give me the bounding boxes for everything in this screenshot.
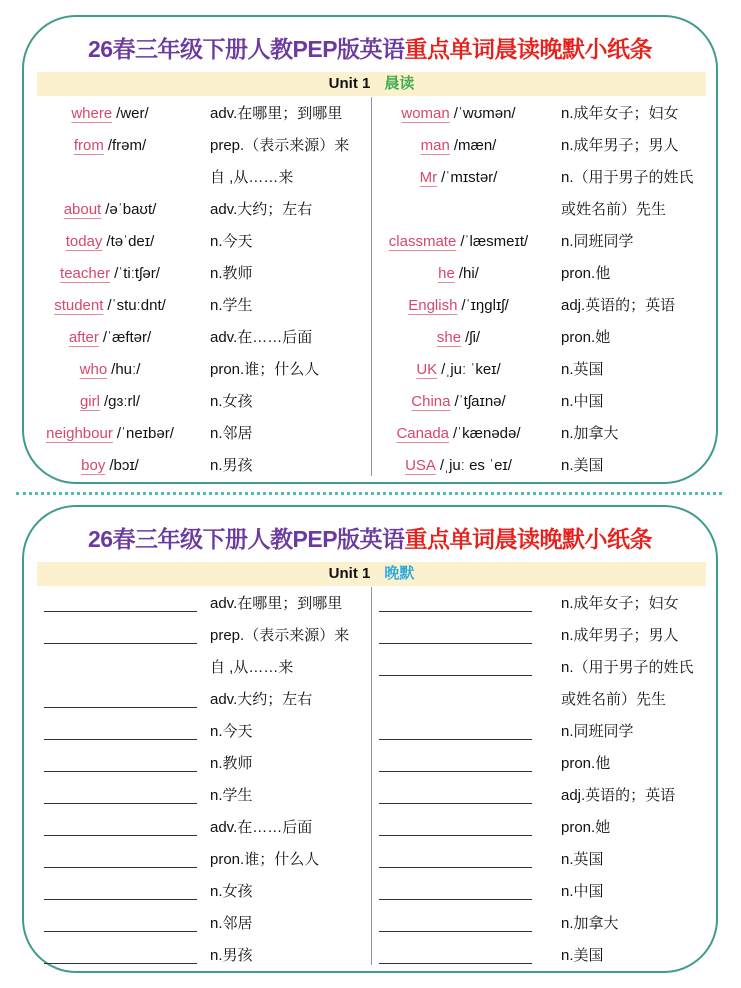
word-cell <box>372 167 545 189</box>
unit-label: Unit 1 <box>328 565 371 582</box>
word-row <box>24 103 716 135</box>
vocab-word: she <box>436 329 462 346</box>
vocab-word: classmate <box>388 233 457 250</box>
word-row <box>24 359 716 391</box>
word-row <box>24 423 716 455</box>
vocab-word: he <box>438 265 455 282</box>
phonetic: /bɔɪ/ <box>109 457 139 474</box>
meaning: n.同班同学 <box>561 723 634 740</box>
unit-label: Unit 1 <box>328 75 371 92</box>
vocab-word: UK <box>416 361 438 378</box>
word-row <box>24 263 716 295</box>
word-row <box>24 295 716 327</box>
phonetic: /ˈmɪstər/ <box>441 169 498 186</box>
word-cell <box>372 231 545 253</box>
word-cell <box>372 391 545 413</box>
dictation-tag: 晚默 <box>384 565 415 582</box>
meaning: n.同班同学 <box>561 233 634 250</box>
answer-blank[interactable] <box>379 867 532 868</box>
meaning: n.成年男子；男人 <box>561 137 679 154</box>
meaning: n.今天 <box>210 233 253 250</box>
word-row <box>24 913 716 945</box>
meaning: n.女孩 <box>210 883 253 900</box>
phonetic: /frəm/ <box>107 137 147 154</box>
meaning: adj.英语的；英语 <box>561 297 676 314</box>
vocab-word: English <box>408 297 458 314</box>
meaning: 或姓名前）先生 <box>561 201 667 218</box>
meaning: adv.大约；左右 <box>210 201 313 218</box>
meaning: prep.（表示来源）来 <box>210 627 350 644</box>
word-row <box>24 231 716 263</box>
word-cell <box>372 455 545 477</box>
word-cell <box>372 263 545 285</box>
vocab-word: Canada <box>396 425 449 442</box>
vocab-word: about <box>63 201 102 218</box>
meaning: n.加拿大 <box>561 915 619 932</box>
word-row <box>24 135 716 167</box>
phonetic: /huː/ <box>111 361 141 378</box>
meaning: n.（用于男子的姓氏 <box>561 659 694 676</box>
title-part1: 26春三年级下册人教PEP版英语 <box>87 36 405 62</box>
answer-blank[interactable] <box>379 643 532 644</box>
title-part2: 重点单词晨读晚默小纸条 <box>404 526 653 552</box>
meaning: n.美国 <box>561 457 604 474</box>
meaning: n.学生 <box>210 787 253 804</box>
word-row <box>24 455 716 487</box>
meaning: n.女孩 <box>210 393 253 410</box>
word-row <box>24 849 716 881</box>
phonetic: /ˌjuː es ˈeɪ/ <box>439 457 512 474</box>
meaning: pron.谁；什么人 <box>210 851 320 868</box>
phonetic: /gɜːrl/ <box>103 393 141 410</box>
answer-blank[interactable] <box>379 963 532 964</box>
word-row <box>24 881 716 913</box>
meaning: adv.大约；左右 <box>210 691 313 708</box>
answer-blank[interactable] <box>379 739 532 740</box>
meaning: 自 ,从……来 <box>210 659 294 676</box>
title-part1: 26春三年级下册人教PEP版英语 <box>87 526 405 552</box>
meaning: pron.谁；什么人 <box>210 361 320 378</box>
meaning: pron.他 <box>561 755 611 772</box>
phonetic: /ˈwʊmən/ <box>453 105 516 122</box>
word-row <box>24 817 716 849</box>
word-row <box>24 625 716 657</box>
answer-blank[interactable] <box>379 835 532 836</box>
phonetic: /ˈkænədə/ <box>453 425 521 442</box>
word-cell <box>372 295 545 317</box>
dictation-card <box>22 505 718 973</box>
vocab-word: man <box>420 137 450 154</box>
meaning: n.美国 <box>561 947 604 964</box>
meaning: n.成年女子；妇女 <box>561 105 679 122</box>
unit-header-band <box>37 72 706 96</box>
meaning: n.加拿大 <box>561 425 619 442</box>
vocab-word: today <box>65 233 103 250</box>
meaning: n.中国 <box>561 883 604 900</box>
phonetic: /ˈneɪbər/ <box>116 425 174 442</box>
meaning: 或姓名前）先生 <box>561 691 667 708</box>
word-cell <box>372 423 545 445</box>
meaning: n.英国 <box>561 361 604 378</box>
word-cell <box>372 103 545 125</box>
meaning: adj.英语的；英语 <box>561 787 676 804</box>
vocab-word: who <box>79 361 108 378</box>
phonetic: /ˈtʃaɪnə/ <box>454 393 506 410</box>
meaning: adv.在哪里；到哪里 <box>210 105 343 122</box>
vocab-word: from <box>73 137 104 154</box>
meaning: pron.他 <box>561 265 611 282</box>
phonetic: /ˈɪŋglɪʃ/ <box>461 297 509 314</box>
word-row <box>24 721 716 753</box>
word-row <box>24 753 716 785</box>
card-title <box>24 521 716 554</box>
meaning: adv.在……后面 <box>210 329 313 346</box>
word-row <box>24 945 716 977</box>
phonetic: /ˈlæsmeɪt/ <box>460 233 529 250</box>
reading-tag: 晨读 <box>384 75 415 92</box>
meaning: n.邻居 <box>210 915 253 932</box>
meaning: n.今天 <box>210 723 253 740</box>
vocab-word: after <box>68 329 99 346</box>
vocab-word: student <box>54 297 104 314</box>
answer-blank[interactable] <box>379 931 532 932</box>
meaning: n.成年男子；男人 <box>561 627 679 644</box>
card-title <box>24 31 716 64</box>
vocab-word: boy <box>81 457 106 474</box>
answer-blank[interactable] <box>379 771 532 772</box>
vocab-word: Mr <box>419 169 438 186</box>
phonetic: /ˈstuːdnt/ <box>107 297 166 314</box>
phonetic: /ʃi/ <box>465 329 481 346</box>
vocab-word: neighbour <box>46 425 113 442</box>
meaning: n.男孩 <box>210 457 253 474</box>
meaning: 自 ,从……来 <box>210 169 294 186</box>
word-row <box>24 689 716 721</box>
phonetic: /hi/ <box>458 265 479 282</box>
vocab-word: China <box>411 393 451 410</box>
word-row <box>24 167 716 199</box>
meaning: adv.在哪里；到哪里 <box>210 595 343 612</box>
word-row <box>24 327 716 359</box>
vocab-word: teacher <box>60 265 111 282</box>
meaning: adv.在……后面 <box>210 819 313 836</box>
meaning: n.男孩 <box>210 947 253 964</box>
answer-blank[interactable] <box>379 611 532 612</box>
word-cell <box>372 327 545 349</box>
phonetic: /ˌjuː ˈkeɪ/ <box>441 361 501 378</box>
reading-card <box>22 15 718 484</box>
answer-blank[interactable] <box>379 675 532 676</box>
phonetic: /ˈtiːtʃər/ <box>114 265 160 282</box>
meaning: n.（用于男子的姓氏 <box>561 169 694 186</box>
vocab-word: woman <box>401 105 450 122</box>
vocab-word: where <box>71 105 113 122</box>
phonetic: /mæn/ <box>453 137 497 154</box>
phonetic: /ˈæftər/ <box>102 329 152 346</box>
word-cell <box>372 135 545 157</box>
meaning: pron.她 <box>561 819 611 836</box>
phonetic: /wer/ <box>116 105 149 122</box>
meaning: n.教师 <box>210 265 253 282</box>
cut-line-divider <box>16 492 722 495</box>
word-row <box>24 199 716 231</box>
meaning: n.成年女子；妇女 <box>561 595 679 612</box>
vocab-word: girl <box>79 393 100 410</box>
meaning: n.教师 <box>210 755 253 772</box>
unit-header-band <box>37 562 706 586</box>
title-part2: 重点单词晨读晚默小纸条 <box>404 36 653 62</box>
answer-blank[interactable] <box>379 803 532 804</box>
phonetic: /təˈdeɪ/ <box>106 233 155 250</box>
meaning: n.邻居 <box>210 425 253 442</box>
word-row <box>24 593 716 625</box>
meaning: n.英国 <box>561 851 604 868</box>
word-row <box>24 657 716 689</box>
word-row <box>24 391 716 423</box>
meaning: prep.（表示来源）来 <box>210 137 350 154</box>
meaning: pron.她 <box>561 329 611 346</box>
answer-blank[interactable] <box>379 899 532 900</box>
phonetic: /əˈbaʊt/ <box>105 201 157 218</box>
meaning: n.中国 <box>561 393 604 410</box>
vocab-word: USA <box>405 457 436 474</box>
word-cell <box>372 359 545 381</box>
meaning: n.学生 <box>210 297 253 314</box>
word-row <box>24 785 716 817</box>
